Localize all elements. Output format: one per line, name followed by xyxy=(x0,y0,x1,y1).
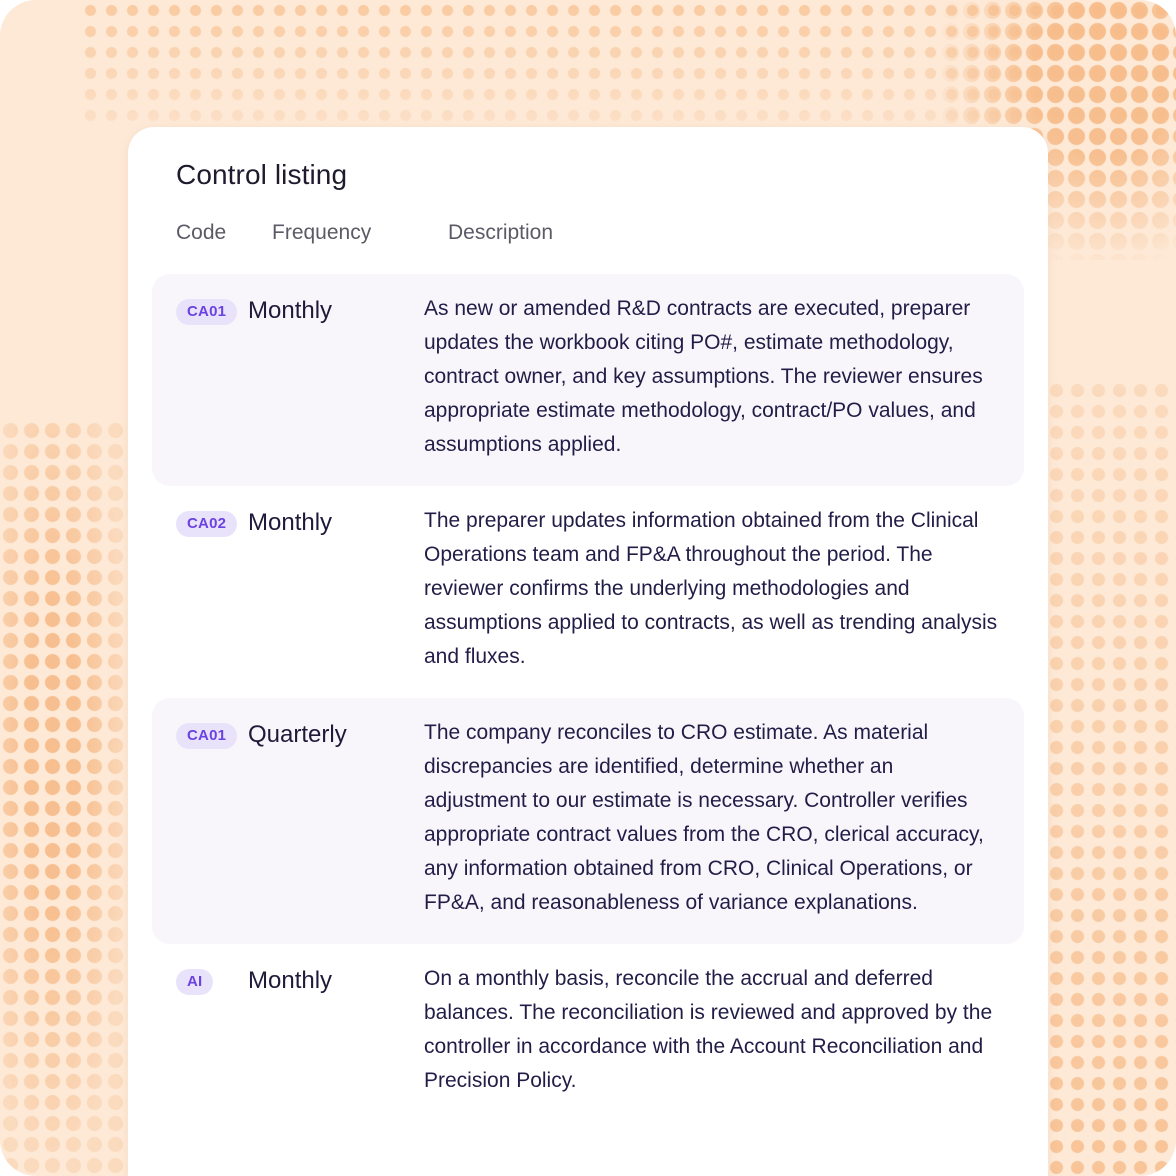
column-header-description: Description xyxy=(448,221,554,244)
control-row[interactable] xyxy=(152,274,1024,486)
column-header-code: Code xyxy=(176,221,227,244)
code-cell xyxy=(152,510,248,674)
control-listing-card xyxy=(128,127,1048,1176)
control-frequency: Quarterly xyxy=(248,721,347,748)
code-cell xyxy=(152,968,248,1098)
halftone-pattern-left xyxy=(0,420,130,1176)
control-description: On a monthly basis, reconcile the accrual and deferred balances. The reconciliation is reviewed and approved by the controller in accordance with the Account Reconciliation and Precision Policy. xyxy=(424,967,993,1092)
control-description: The company reconciles to CRO estimate. As material discrepancies are identified, determine whether an adjustment to our estimate is necessary. Controller verifies appropriate contract values from the CRO, clerical accuracy, any information obtained from CRO, Clinical Operations, or FP&A, and reasonableness of variance explanations. xyxy=(424,721,984,914)
control-frequency: Monthly xyxy=(248,297,333,324)
control-code-badge: CA02 xyxy=(176,511,237,537)
code-cell xyxy=(152,298,248,462)
column-header-frequency: Frequency xyxy=(272,221,372,244)
control-row[interactable] xyxy=(152,698,1024,944)
halftone-pattern-top xyxy=(80,0,1176,130)
control-code-badge: AI xyxy=(176,969,213,995)
halftone-pattern-right xyxy=(1046,380,1176,1176)
control-description: The preparer updates information obtained from the Clinical Operations team and FP&A throughout the period. The reviewer confirms the underlying methodologies and assumptions applied to contracts, as well as trending analysis and fluxes. xyxy=(424,509,998,668)
control-description: As new or amended R&D contracts are executed, preparer updates the workbook citing PO#, estimate methodology, contract owner, and key assumptions. The reviewer ensures appropriate estimate methodology, contract/PO values, and assumptions applied. xyxy=(424,297,983,456)
control-row[interactable] xyxy=(152,486,1024,698)
card-title: Control listing xyxy=(176,159,348,190)
control-list xyxy=(152,274,1024,1122)
control-code-badge: CA01 xyxy=(176,299,237,325)
code-cell xyxy=(152,722,248,920)
control-row[interactable] xyxy=(152,944,1024,1122)
control-code-badge: CA01 xyxy=(176,723,237,749)
control-frequency: Monthly xyxy=(248,967,333,994)
control-frequency: Monthly xyxy=(248,509,333,536)
